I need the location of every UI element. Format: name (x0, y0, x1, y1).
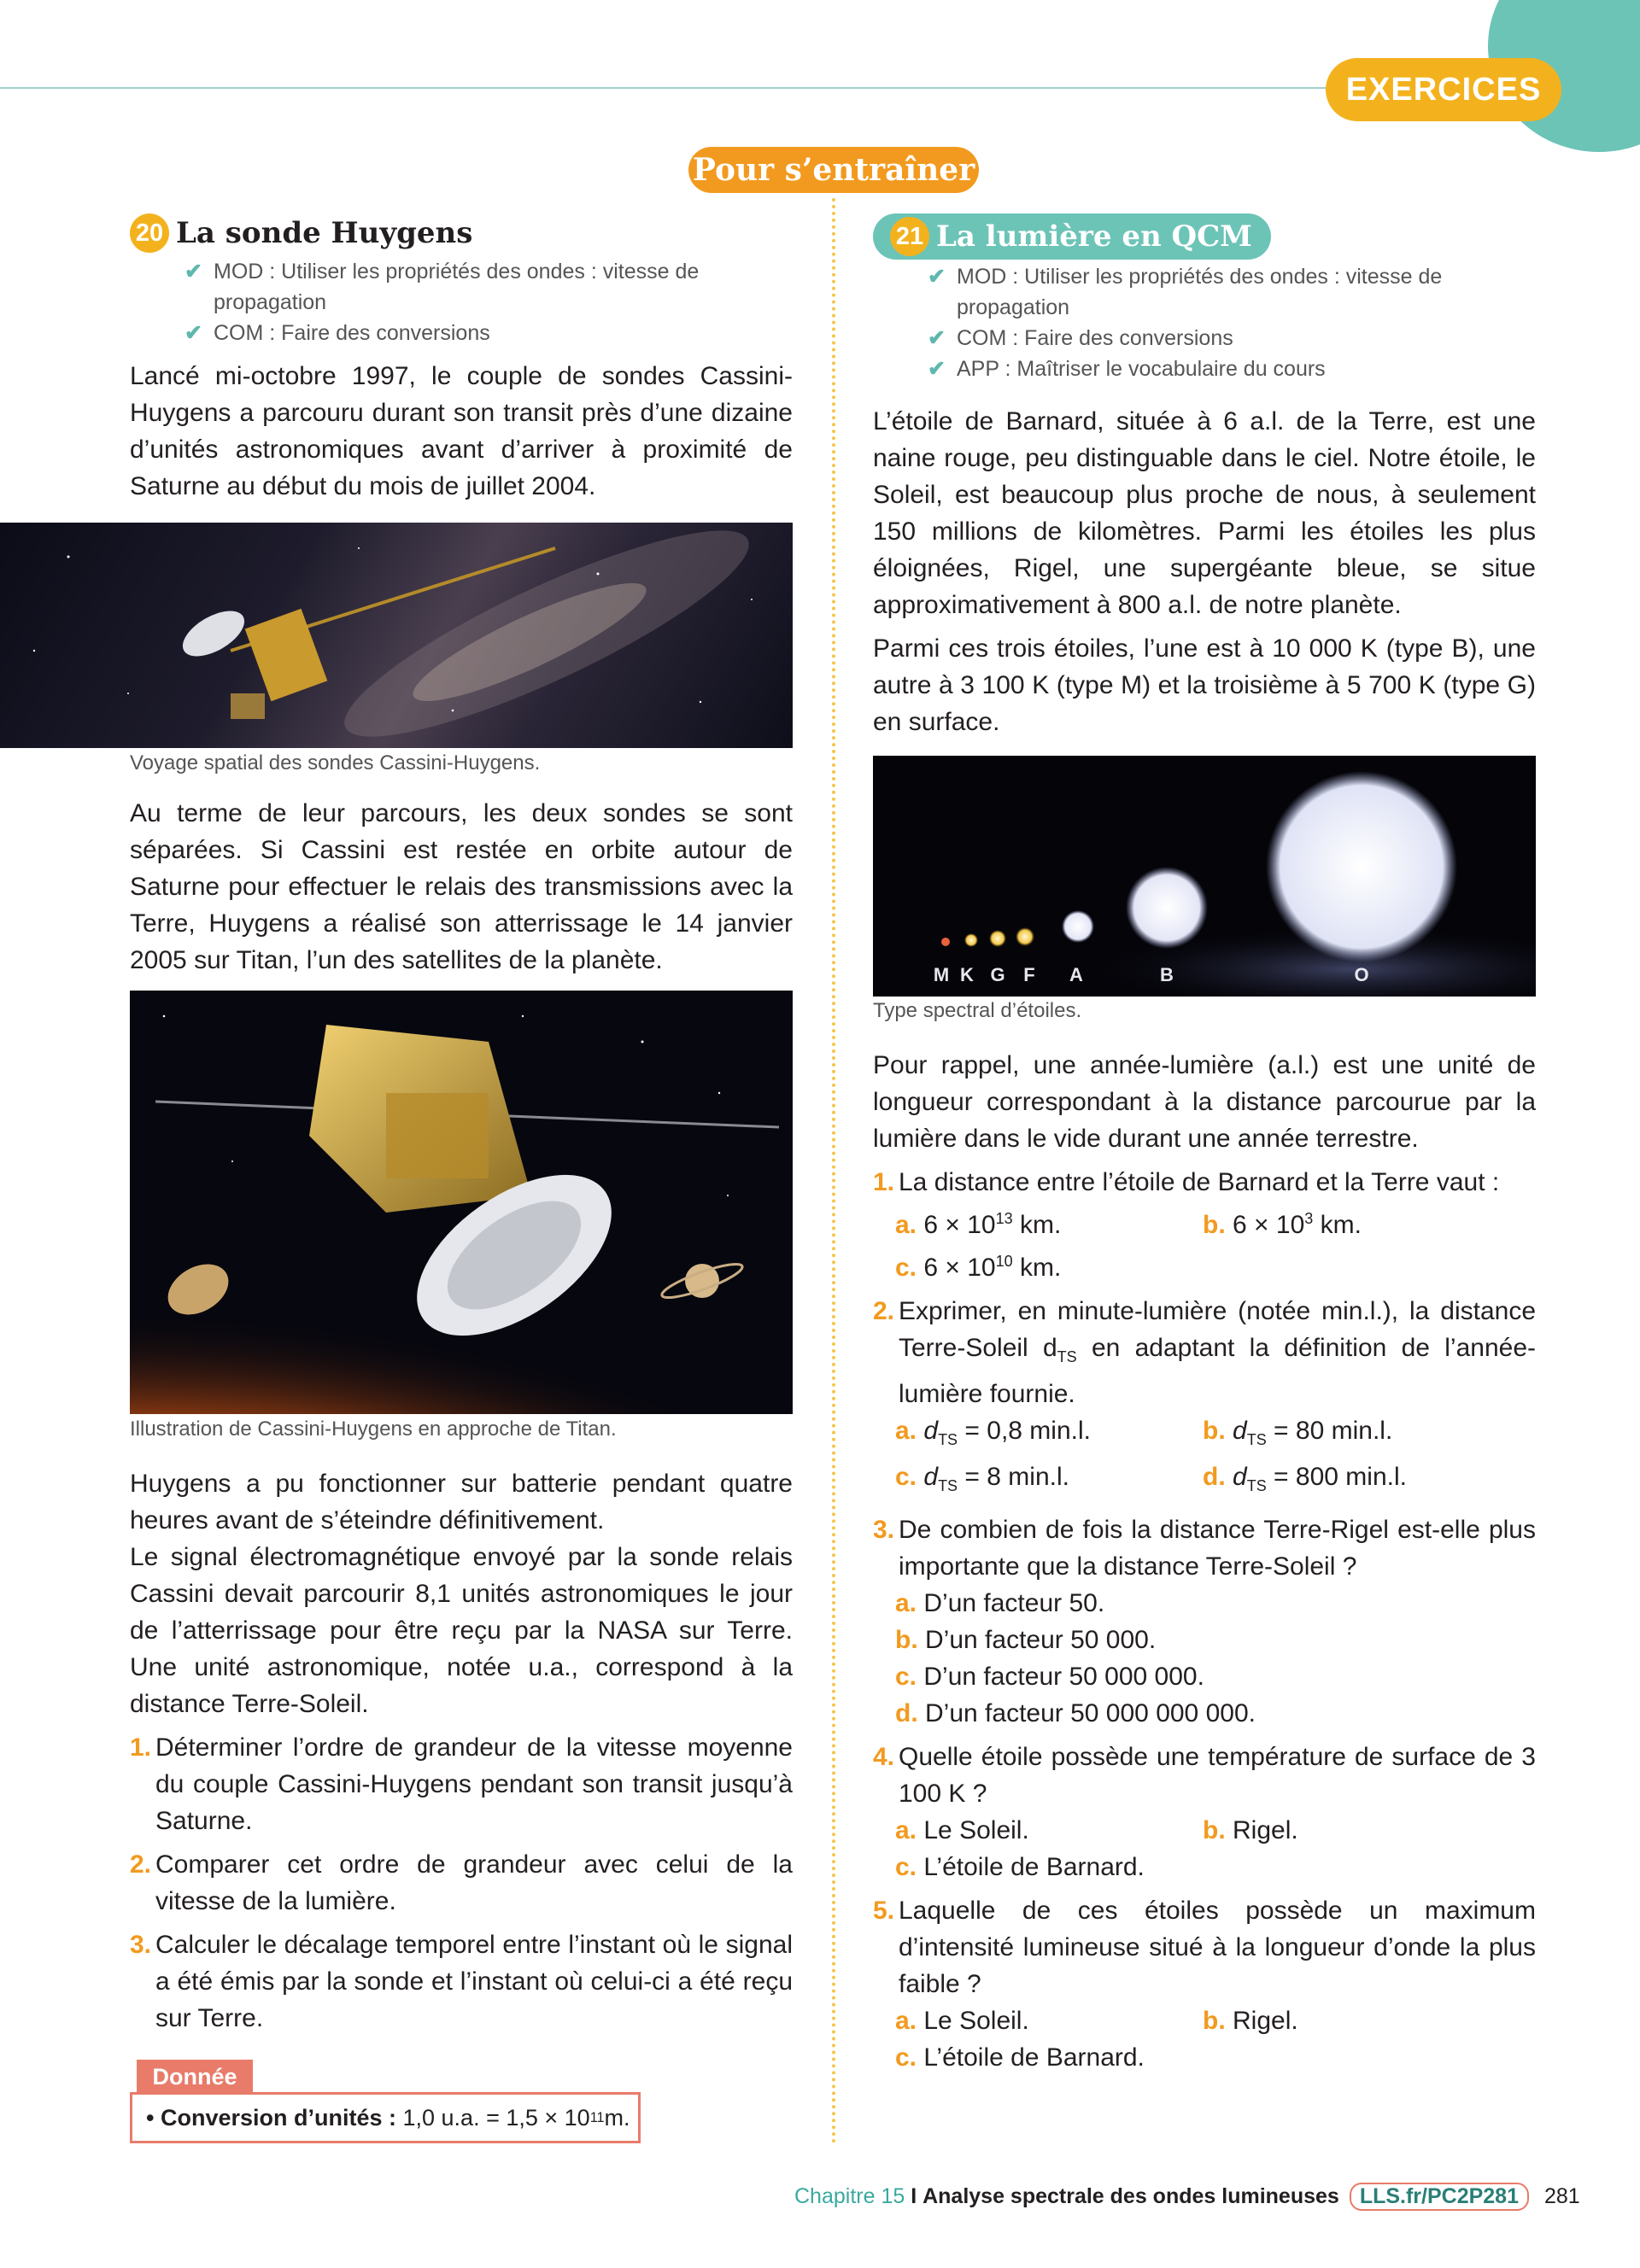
image-caption: Illustration de Cassini-Huygens en approche de Titan. (130, 1418, 617, 1441)
answer-option: b. $d_{TS} = 80$ min.l. (1203, 1417, 1393, 1448)
answer-option: d. $d_{TS} = 800$ min.l. (1203, 1463, 1407, 1494)
answer-option: a. $6 \times 10^{13}$ km. (895, 1210, 1062, 1239)
question-item: 1. La distance entre l’étoile de Barnard et la Terre vaut : (873, 1168, 1500, 1196)
paragraph: Parmi ces trois étoiles, l’une est à 10 000 K (type B), une autre à 3 100 K (type M) et la troisième à 5 700 K (type G) en surface. (873, 634, 1536, 736)
skill-item: ✔ COM : Faire des conversions (928, 323, 1483, 354)
paragraph: Huygens a pu fonctionner sur batterie pendant quatre heures avant de s’éteindre définitivement. (130, 1470, 793, 1534)
spectral-label-g: G (990, 964, 1005, 985)
question-item: 5. Laquelle de ces étoiles possède un maximum d’intensité lumineuse situé à la longueur d’onde la plus faible ? (873, 1897, 1536, 1998)
answer-option: b. D’un facteur 50 000. (895, 1626, 1157, 1654)
paragraph: Lancé mi-octobre 1997, le couple de sondes Cassini-Huygens a parcouru durant son transit près d’une dizaine d’unités astronomiques avant d’arriver à proximité de Saturne au début du mois de juillet 2004. (130, 362, 793, 500)
ex21-intro (873, 403, 1536, 747)
spectral-label-o: O (1354, 964, 1369, 985)
spectral-label-k: K (960, 964, 974, 985)
answer-option: a. D’un facteur 50. (895, 1589, 1105, 1617)
question-item: 3. Calculer le décalage temporel entre l’instant où le signal a été émis par la sonde et l’instant où celui-ci a été reçu sur Terre. (130, 1931, 793, 2032)
exercise-number: 20 (130, 213, 169, 253)
answer-option: c. D’un facteur 50 000 000. (895, 1663, 1204, 1691)
answer-option: b. Rigel. (1203, 1816, 1298, 1844)
exercise-title: La sonde Huygens (176, 216, 473, 250)
answer-option: d. D’un facteur 50 000 000 000. (895, 1699, 1256, 1727)
answer-option: a. Le Soleil. (895, 2007, 1029, 2035)
spectral-types-image (873, 756, 1536, 997)
question-item: 1. Déterminer l’ordre de grandeur de la vitesse moyenne du couple Cassini-Huygens pendant son transit jusqu’à Saturne. (130, 1733, 793, 1835)
check-icon: ✔ (928, 265, 946, 289)
image-caption: Voyage spatial des sondes Cassini-Huygens. (130, 751, 541, 775)
footer-chapter-title: Analyse spectrale des ondes lumineuses (922, 2184, 1339, 2208)
cassini-titan-image (130, 991, 793, 1414)
paragraph: Pour rappel, une année-lumière (a.l.) est une unité de longueur correspondant à la distance parcourue par la lumière dans le vide durant une année terrestre. (873, 1051, 1536, 1153)
check-icon: ✔ (184, 260, 202, 284)
question-item: 3. De combien de fois la distance Terre-Rigel est-elle plus importante que la distance Terre-Soleil ? (873, 1516, 1536, 1581)
footer-separator: I (905, 2184, 923, 2208)
answer-option: c. L’étoile de Barnard. (895, 1853, 1145, 1881)
subtitle-pill: Pour s’entraîner (688, 147, 979, 193)
cassini-voyage-image (0, 523, 793, 748)
answer-option: c. L’étoile de Barnard. (895, 2043, 1145, 2072)
footer-chapter: Chapitre 15 (794, 2184, 905, 2208)
question-item: 4. Quelle étoile possède une température de surface de 3 100 K ? (873, 1743, 1536, 1808)
answer-option: c. $d_{TS} = 8$ min.l. (895, 1463, 1069, 1494)
exercise-21-header (873, 213, 1536, 384)
answer-option: c. $6 \times 10^{10}$ km. (895, 1253, 1062, 1282)
skill-item: ✔ COM : Faire des conversions (184, 318, 740, 348)
spectral-label-m: M (933, 964, 950, 985)
question-item: 2. Exprimer, en minute-lumière (notée min.l.), la distance Terre-Soleil $d_{TS}$ en adaptant la définition de l’année-lumière fournie. (873, 1297, 1536, 1408)
exercise-number: 21 (890, 217, 929, 256)
exercise-20-header (130, 213, 793, 348)
paragraph: Le signal électromagnétique envoyé par la sonde relais Cassini devait parcourir 8,1 unités astronomiques le jour de l’atterrissage pour être reçu par la NASA sur Terre. Une unité astronomique, notée u.a., correspond à la distance Terre-Soleil. (130, 1543, 793, 1718)
check-icon: ✔ (184, 321, 202, 345)
question-item: 2. Comparer cet ordre de grandeur avec celui de la vitesse de la lumière. (130, 1850, 793, 1915)
answer-option: a. $d_{TS} = 0,8$ min.l. (895, 1417, 1091, 1448)
image-caption: Type spectral d’étoiles. (873, 999, 1082, 1022)
ex20-text-block (130, 1465, 793, 2043)
skill-item: ✔ MOD : Utiliser les propriétés des ondes : vitesse de propagation (928, 261, 1483, 323)
donnee-box: • Conversion d’unités : 1,0 u.a. = 1,5 × 10 11 m. (130, 2092, 641, 2143)
answer-option: b. $6 \times 10^3$ km. (1203, 1210, 1362, 1239)
page-number: 281 (1544, 2184, 1580, 2208)
skill-item: ✔ APP : Maîtriser le vocabulaire du cours (928, 354, 1483, 384)
ex21-questions (873, 1047, 1536, 2076)
check-icon: ✔ (928, 357, 946, 381)
footer-link[interactable]: LLS.fr/PC2P281 (1350, 2183, 1529, 2211)
section-badge: EXERCICES (1326, 58, 1561, 121)
spectral-label-f: F (1023, 964, 1035, 985)
paragraph: L’étoile de Barnard, située à 6 a.l. de la Terre, est une naine rouge, peu distinguable dans le ciel. Notre étoile, le Soleil, est beaucoup plus proche de nous, à seulement 150 millions de kilomètres. Parmi les étoiles les plus éloignées, Rigel, une supergéante bleue, se situe approximativement à 800 a.l. de notre planète. (873, 407, 1536, 619)
page-footer (794, 2183, 1580, 2211)
header-rule (0, 87, 1488, 89)
paragraph: Au terme de leur parcours, les deux sondes se sont séparées. Si Cassini est restée en orbite autour de Saturne pour effectuer le relais des transmissions avec la Terre, Huygens a réalisé son atterrissage le 14 janvier 2005 sur Titan, l’un des satellites de la planète. (130, 799, 793, 974)
column-divider (832, 198, 835, 2145)
answer-option: a. Le Soleil. (895, 1816, 1029, 1844)
spectral-label-b: B (1160, 964, 1174, 985)
skill-item: ✔ MOD : Utiliser les propriétés des ondes : vitesse de propagation (184, 256, 740, 318)
answer-option: b. Rigel. (1203, 2007, 1298, 2035)
check-icon: ✔ (928, 326, 946, 350)
donnee-label: Donnée (137, 2060, 253, 2094)
spectral-label-a: A (1069, 964, 1083, 985)
exercise-title: La lumière en QCM (936, 219, 1252, 254)
